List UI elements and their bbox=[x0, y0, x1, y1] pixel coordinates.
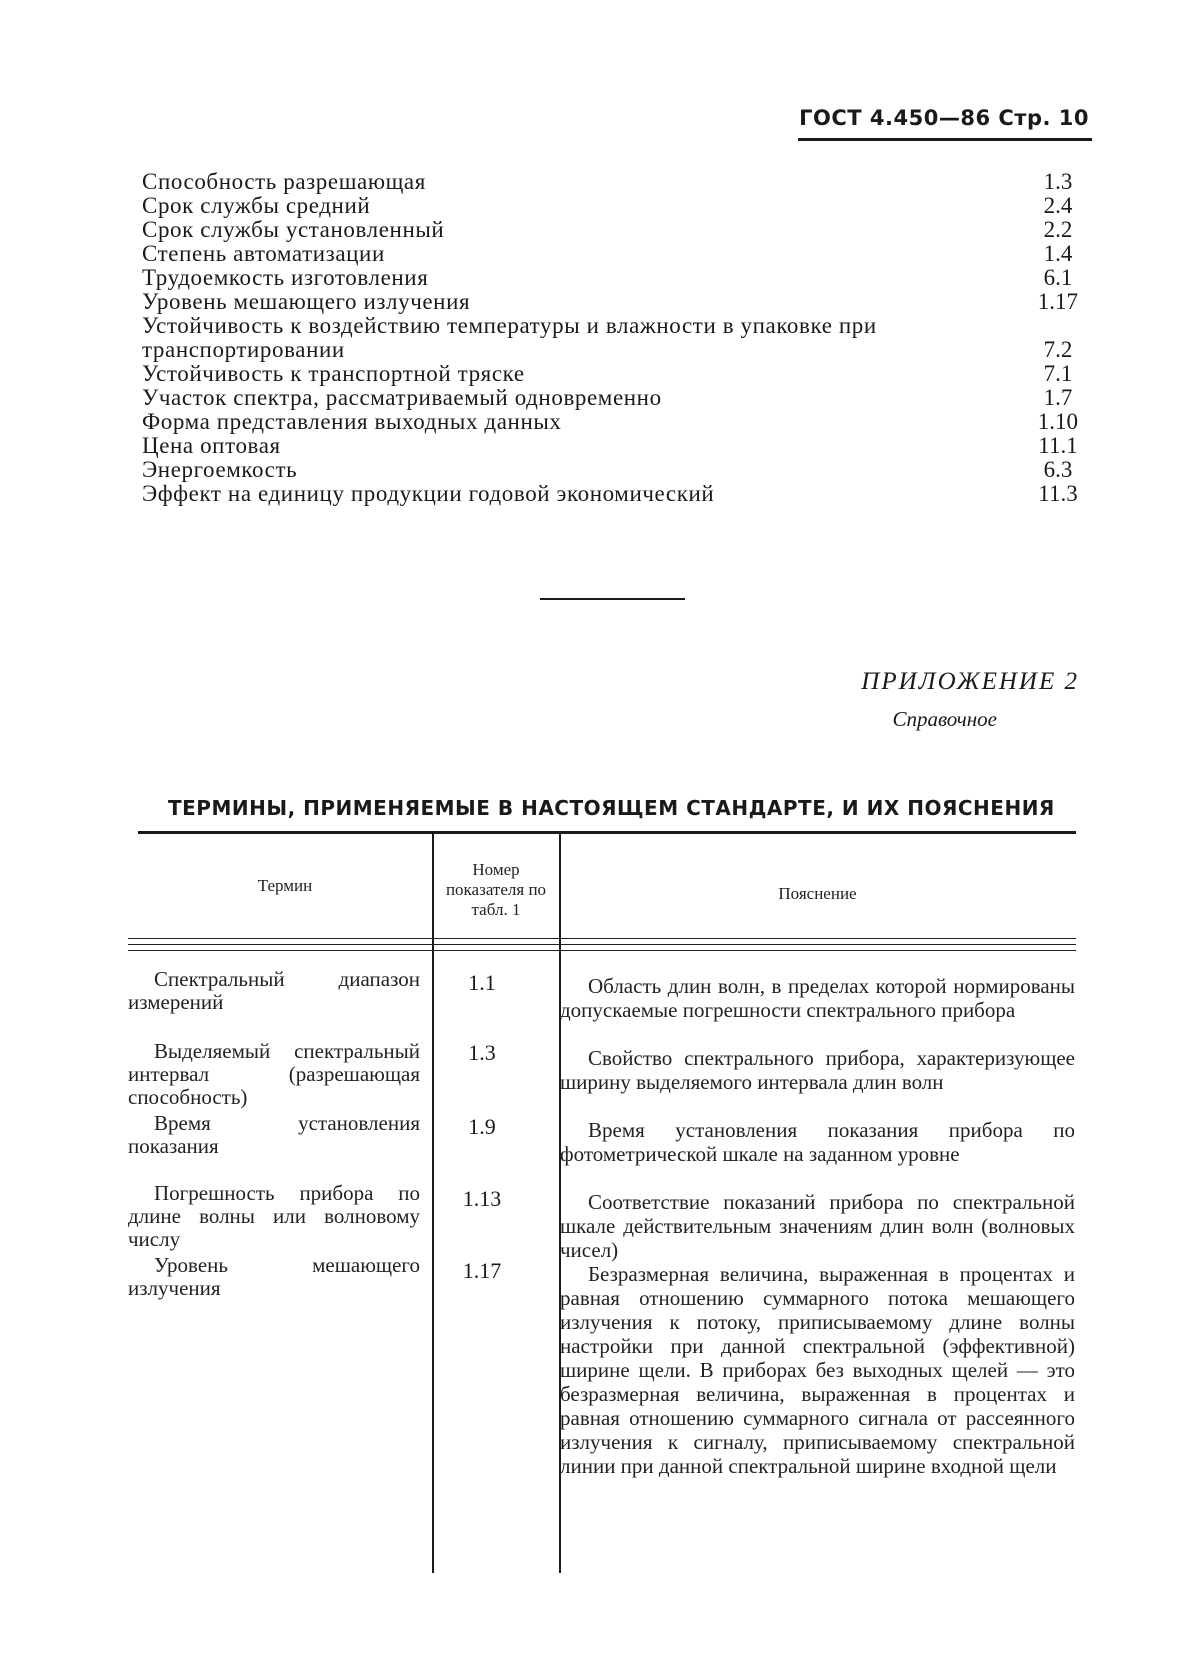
index-term: Срок службы средний bbox=[142, 193, 371, 218]
index-row bbox=[142, 290, 1078, 314]
table-cell-explanation: Время установления показания прибора по фотометрической шкале на заданном уровне bbox=[560, 1118, 1075, 1166]
index-term: Устойчивость к воздействию температуры и влажности в упаковке при транспортировании bbox=[142, 313, 877, 362]
index-term: Способность разрешающая bbox=[142, 169, 426, 194]
table-cell-number: 1.1 bbox=[468, 970, 496, 995]
section-title: ТЕРМИНЫ, ПРИМЕНЯЕМЫЕ В НАСТОЯЩЕМ СТАНДАРТЕ, И ИХ ПОЯСНЕНИЯ bbox=[168, 796, 1055, 820]
appendix-subtitle: Справочное bbox=[892, 707, 997, 731]
index-row bbox=[142, 362, 1078, 386]
header-rule bbox=[798, 138, 1092, 141]
index-ref: 1.7 bbox=[1043, 385, 1073, 410]
index-ref: 1.10 bbox=[1037, 409, 1078, 434]
index-term: Трудоемкость изготовления bbox=[142, 265, 429, 290]
table-header-number: Номер показателя по табл. 1 bbox=[445, 860, 547, 919]
index-row bbox=[142, 434, 1078, 458]
table-cell-explanation: Безразмерная величина, выраженная в процентах и равная отношению суммарного потока мешающего излучения к потоку, приписываемому длине волны настройки при данной спектральной (эффективной) ширине щели. В приборах без выходных щелей — это безразмерная величина, выраженная в процентах и равная отношению суммарного сигнала от рассеянного излучения к сигналу, приписываемому спектральной линии при данной спектральной ширине входной щели bbox=[560, 1262, 1075, 1478]
table-cell-term: Выделяемый спектральный интервал (разрешающая способность) bbox=[128, 1039, 420, 1109]
index-term: Степень автоматизации bbox=[142, 241, 385, 266]
section-rule bbox=[138, 831, 1076, 834]
index-term: Участок спектра, рассматриваемый одновременно bbox=[142, 385, 662, 410]
index-ref: 11.3 bbox=[1038, 481, 1078, 506]
index-row bbox=[142, 218, 1078, 242]
index-row bbox=[142, 170, 1078, 194]
table-header-term: Термин bbox=[257, 876, 313, 895]
index-term: Срок службы установленный bbox=[142, 217, 445, 242]
index-term: Уровень мешающего излучения bbox=[142, 289, 471, 314]
index-row bbox=[142, 314, 1078, 362]
index-row bbox=[142, 266, 1078, 290]
table-cell-term: Погрешность прибора по длине волны или волновому числу bbox=[128, 1181, 420, 1251]
table-header-rule bbox=[128, 944, 1076, 945]
table-header-explanation: Пояснение bbox=[778, 884, 857, 903]
index-term: Энергоемкость bbox=[142, 457, 298, 482]
table-cell-term: Время установления показания bbox=[128, 1111, 420, 1158]
index-ref: 2.4 bbox=[1043, 193, 1073, 218]
table-cell-term: Уровень мешающего излучения bbox=[128, 1253, 420, 1300]
table-cell-explanation: Свойство спектрального прибора, характеризующее ширину выделяемого интервала длин волн bbox=[560, 1046, 1075, 1094]
index-row bbox=[142, 242, 1078, 266]
table-header-rule bbox=[128, 938, 1076, 939]
index-ref: 1.4 bbox=[1043, 241, 1073, 266]
index-term: Цена оптовая bbox=[142, 433, 281, 458]
index-term: Форма представления выходных данных bbox=[142, 409, 562, 434]
index-ref: 1.3 bbox=[1043, 169, 1073, 194]
index-row bbox=[142, 386, 1078, 410]
index-term: Устойчивость к транспортной тряске bbox=[142, 361, 525, 386]
section-separator bbox=[540, 598, 685, 600]
index-row bbox=[142, 410, 1078, 434]
table-cell-term: Спектральный диапазон измерений bbox=[128, 967, 420, 1014]
table-cell-number: 1.13 bbox=[462, 1186, 502, 1211]
index-ref: 11.1 bbox=[1038, 433, 1078, 458]
table-cell-number: 1.17 bbox=[462, 1258, 502, 1283]
table-cell-explanation: Соответствие показаний прибора по спектральной шкале действительным значениям длин волн (волновых чисел) bbox=[560, 1190, 1075, 1262]
index-ref: 6.1 bbox=[1043, 265, 1073, 290]
table-cell-number: 1.3 bbox=[468, 1040, 496, 1065]
index-ref: 6.3 bbox=[1043, 457, 1073, 482]
index-ref: 7.2 bbox=[1043, 337, 1073, 362]
appendix-title: ПРИЛОЖЕНИЕ 2 bbox=[861, 668, 1079, 695]
index-ref: 7.1 bbox=[1043, 361, 1073, 386]
table-cell-number: 1.9 bbox=[468, 1114, 496, 1139]
index-row bbox=[142, 194, 1078, 218]
index-row bbox=[142, 482, 1078, 506]
index-ref: 2.2 bbox=[1043, 217, 1073, 242]
index-list bbox=[142, 170, 1078, 506]
table-cell-explanation: Область длин волн, в пределах которой нормированы допускаемые погрешности спектрального прибора bbox=[560, 974, 1075, 1022]
table-header-rule bbox=[128, 950, 1076, 951]
page-header: ГОСТ 4.450—86 Стр. 10 bbox=[799, 106, 1089, 130]
index-term: Эффект на единицу продукции годовой экономический bbox=[142, 481, 715, 506]
index-ref: 1.17 bbox=[1037, 289, 1078, 314]
index-row bbox=[142, 458, 1078, 482]
